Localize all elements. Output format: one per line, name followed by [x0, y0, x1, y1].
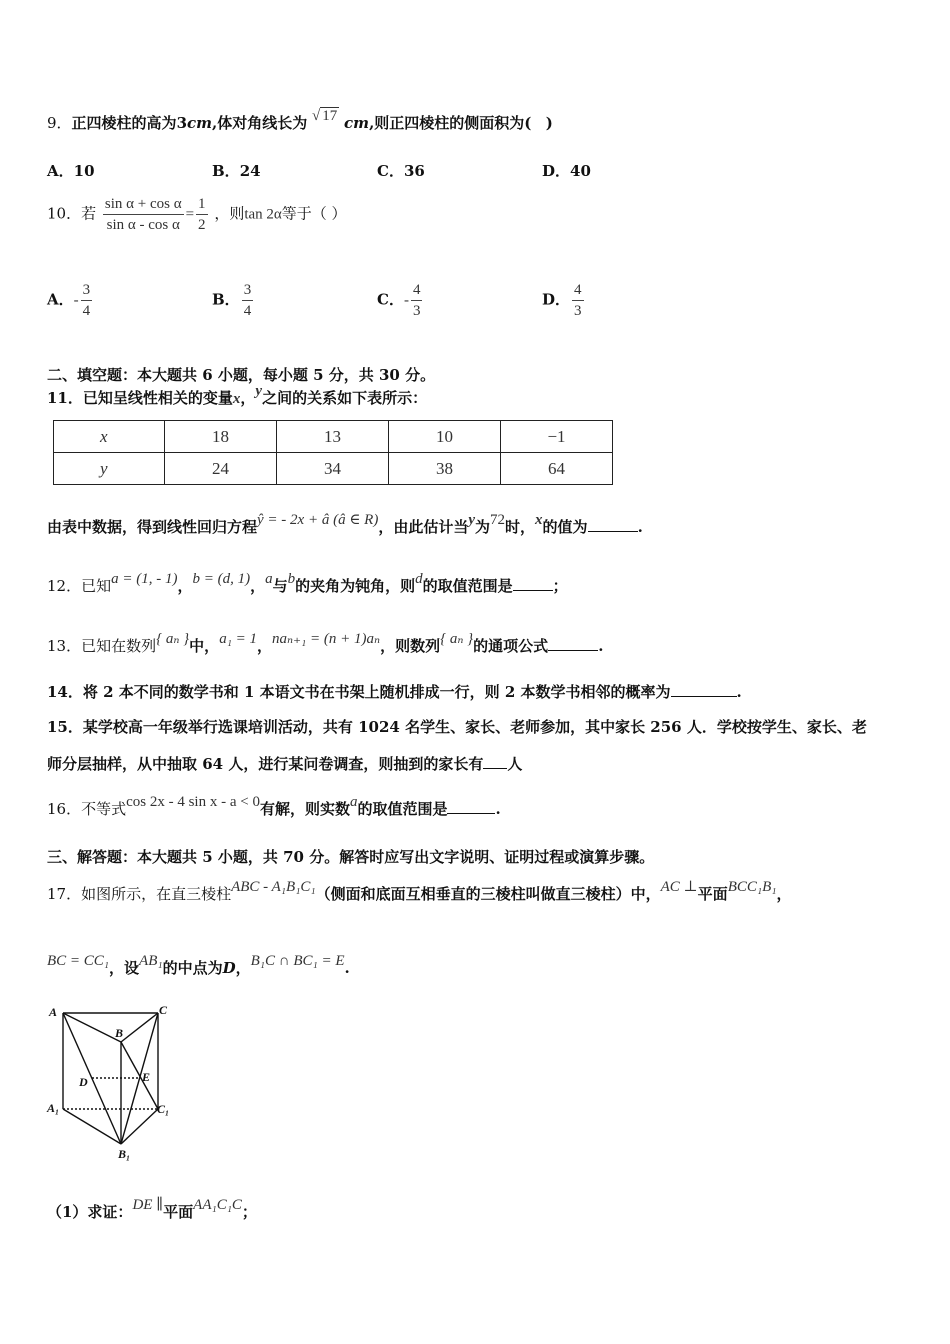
inequality: cos 2x - 4 sin x - a < 0: [126, 794, 260, 810]
section-2-heading: 二、填空题：本大题共 6 小题，每小题 5 分，共 30 分。: [47, 366, 436, 384]
q10-text-a: ，则: [214, 204, 245, 223]
q10-option-d: D． $\frac{4}{3}$: [542, 282, 582, 319]
q9-unit2: cm: [344, 114, 370, 132]
q10-number: 10．若: [47, 204, 97, 223]
q9-option-a: A．10: [47, 162, 95, 180]
table-cell: 10: [389, 421, 501, 453]
question-11: 11．已知呈线性相关的变量x，y之间的关系如下表所示：: [47, 383, 428, 407]
prism-figure: [44, 1002, 184, 1162]
q9-number: 9．: [47, 114, 72, 132]
label-B1: B₁: [118, 1147, 131, 1161]
question-14: 14．将 2 本不同的数学书和 1 本语文书在书架上随机排成一行，则 2 本数学书相邻的概率为 .: [47, 683, 742, 701]
question-13: 13．已知在数列{ aₙ }中，a₁ = 1，naₙ₊₁ = (n + 1)aₙ，则数列{ aₙ }的通项公式 .: [47, 631, 604, 655]
q9-option-c: C．36: [377, 162, 425, 180]
label-C: C: [159, 1003, 168, 1017]
answer-blank: [548, 636, 598, 651]
vector-a: a = (1, - 1): [111, 571, 178, 587]
answer-blank: [513, 576, 553, 591]
q9-text-b: ,体对角线长为: [212, 114, 308, 132]
table-row: [54, 421, 613, 453]
q9-unit1: cm: [187, 114, 213, 132]
vector-b: b = (d, 1): [192, 571, 251, 587]
answer-blank: [483, 754, 507, 769]
edge-BC: [121, 1013, 158, 1042]
question-12: 12．已知a = (1, - 1)，b = (d, 1)，a与b的夹角为钝角，则d的取值范围是 ；: [47, 571, 568, 595]
question-10: 10．若 $\frac{\text{sin α + cos α}}{\text{sin α - cos α}}$ = $\frac{1}{2}$ ，则tan 2α等于（ ）: [47, 196, 347, 233]
table-cell: 24: [165, 453, 277, 485]
question-9: [47, 108, 553, 135]
q9-text-a: 正四棱柱的高为: [71, 114, 177, 132]
q10-option-b: B． $\frac{3}{4}$: [212, 282, 252, 319]
answer-blank: [671, 682, 737, 697]
q9-text-c: ,则正四棱柱的侧面积为(: [369, 114, 532, 132]
question-11-cont: 由表中数据，得到线性回归方程ŷ = - 2x + â (â ∈ R)，由此估计当y为72时，x的值为 .: [47, 512, 643, 536]
edge-B1C: [121, 1013, 158, 1144]
prism-name: ABC - A₁B₁C₁: [231, 879, 316, 895]
table-cell: 34: [277, 453, 389, 485]
table-cell: 64: [501, 453, 613, 485]
label-A1: A₁: [47, 1101, 60, 1115]
question-16: 16．不等式cos 2x - 4 sin x - a < 0有解，则实数a的取值范围是 .: [47, 794, 501, 818]
table-cell: 38: [389, 453, 501, 485]
q9-sqrt: √ 17: [312, 108, 338, 124]
q9-sqrt-value: 17: [322, 108, 338, 124]
table-head-y: y: [54, 453, 165, 485]
table-cell: −1: [501, 421, 613, 453]
label-A: A: [49, 1005, 58, 1019]
edge-A1B1: [63, 1109, 121, 1144]
label-B: B: [115, 1026, 124, 1040]
table-cell: 13: [277, 421, 389, 453]
recurrence: naₙ₊₁ = (n + 1)aₙ: [272, 631, 381, 647]
question-17-part-1: （1）求证：DE ∥平面AA₁C₁C；: [47, 1197, 257, 1221]
label-E: E: [142, 1070, 151, 1084]
q9-text-d: ): [545, 114, 553, 132]
answer-blank: [588, 517, 638, 532]
edge-BC1: [121, 1042, 158, 1109]
question-17-cont: BC = CC₁，设AB₁的中点为D，B₁C ∩ BC₁ = E.: [47, 953, 350, 977]
q9-height: 3: [176, 114, 187, 132]
table-head-x: x: [54, 421, 165, 453]
q10-option-c: C．- $\frac{4}{3}$: [377, 282, 421, 319]
table-row: [54, 453, 613, 485]
q10-option-a: A．- $\frac{3}{4}$: [47, 282, 91, 319]
question-15-line1: 15．某学校高一年级举行选课培训活动，共有 1024 名学生、家长、老师参加，其中家长 256 人．学校按学生、家长、老: [47, 718, 867, 736]
q10-expr: tan 2α: [244, 206, 282, 223]
q10-fraction: $\frac{\text{sin α + cos α}}{\text{sin α - cos α}}$: [104, 196, 182, 233]
q9-option-d: D．40: [542, 162, 591, 180]
regression-equation: ŷ = - 2x + â (â ∈ R): [257, 512, 379, 528]
question-17: 17．如图所示，在直三棱柱ABC - A₁B₁C₁（侧面和底面互相垂直的三棱柱叫做直三棱柱）中，AC ⊥平面BCC₁B₁，: [47, 879, 792, 903]
q10-half: $\frac{1}{2}$: [198, 196, 206, 233]
label-C1: C₁: [157, 1102, 170, 1116]
data-table: [53, 420, 613, 485]
answer-blank: [447, 799, 495, 814]
q10-text-b: 等于（ ）: [281, 204, 347, 223]
label-D: D: [79, 1075, 88, 1089]
edge-AB: [63, 1013, 124, 1042]
section-3-heading: 三、解答题：本大题共 5 小题，共 70 分。解答时应写出文字说明、证明过程或演算步骤。: [47, 848, 655, 866]
q9-option-b: B．24: [212, 162, 261, 180]
question-15-line2: 师分层抽样，从中抽取 64 人，进行某问卷调查，则抽到的家长有 人: [47, 755, 523, 773]
table-cell: 18: [165, 421, 277, 453]
